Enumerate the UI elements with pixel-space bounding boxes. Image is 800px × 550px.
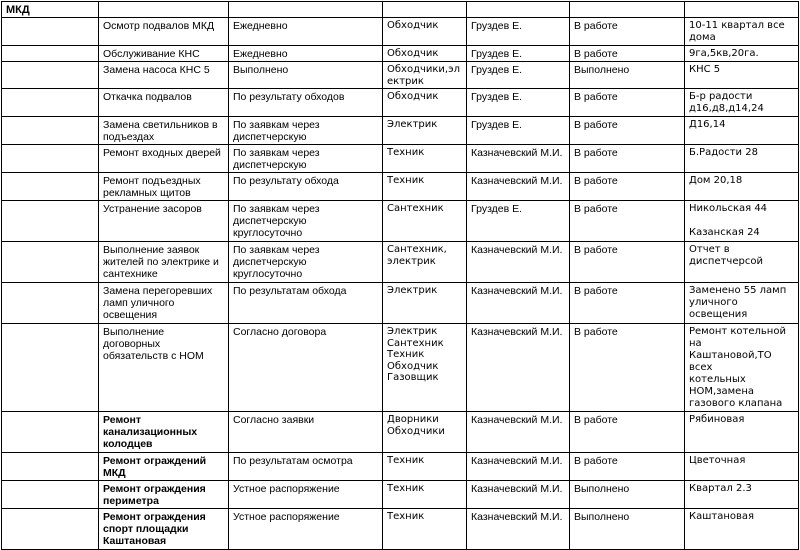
task-cell: Выполнение заявок жителей по электрике и сантехнике bbox=[99, 242, 229, 283]
role-cell: Электрик bbox=[383, 283, 467, 324]
person-cell: Казначевский М.И. bbox=[467, 453, 570, 481]
schedule-cell: Выполнено bbox=[229, 62, 383, 89]
status-cell: В работе bbox=[570, 173, 685, 201]
location-cell bbox=[685, 46, 799, 62]
empty-cell bbox=[2, 453, 99, 481]
empty-cell bbox=[2, 117, 99, 145]
person-cell: Груздев Е. bbox=[467, 62, 570, 89]
person-cell: Груздев Е. bbox=[467, 201, 570, 242]
location-line: Каштановая bbox=[689, 511, 755, 522]
location-cell bbox=[685, 283, 799, 324]
role-cell: Электрик bbox=[383, 117, 467, 145]
schedule-cell: Устное распоряжение bbox=[229, 481, 383, 509]
table-row bbox=[2, 117, 799, 145]
location-cell bbox=[685, 509, 799, 550]
table-row bbox=[2, 46, 799, 62]
table-row bbox=[2, 18, 799, 46]
work-table bbox=[1, 1, 799, 550]
task-cell: Замена перегоревших ламп уличного освещения bbox=[99, 283, 229, 324]
table-row bbox=[2, 324, 799, 412]
role-cell: Дворники Обходчики bbox=[383, 412, 467, 453]
person-cell: Казначевский М.И. bbox=[467, 324, 570, 412]
role-cell: Техник bbox=[383, 173, 467, 201]
location-line: Отчет в диспетчерсой bbox=[689, 244, 763, 267]
location-line: Б.Радости 28 bbox=[689, 147, 758, 158]
status-cell: Выполнено bbox=[570, 62, 685, 89]
empty-cell bbox=[383, 2, 467, 18]
location-cell bbox=[685, 242, 799, 283]
location-line: газового клапана bbox=[689, 398, 783, 409]
empty-cell bbox=[99, 2, 229, 18]
status-cell: В работе bbox=[570, 283, 685, 324]
location-line: Ремонт котельной на bbox=[689, 326, 790, 349]
empty-cell bbox=[685, 2, 799, 18]
table-row bbox=[2, 412, 799, 453]
person-cell: Казначевский М.И. bbox=[467, 509, 570, 550]
task-cell: Ремонт ограждений МКД bbox=[99, 453, 229, 481]
status-cell: Выполнено bbox=[570, 509, 685, 550]
role-cell: Техник bbox=[383, 509, 467, 550]
section-title: МКД bbox=[2, 2, 99, 18]
schedule-cell: По заявкам через диспетчерскую bbox=[229, 145, 383, 173]
role-cell: Сантехник bbox=[383, 201, 467, 242]
location-cell bbox=[685, 117, 799, 145]
role-cell: Техник bbox=[383, 145, 467, 173]
empty-cell bbox=[2, 283, 99, 324]
status-cell: В работе bbox=[570, 145, 685, 173]
location-cell bbox=[685, 481, 799, 509]
empty-cell bbox=[570, 2, 685, 18]
empty-cell bbox=[2, 62, 99, 89]
person-cell: Казначевский М.И. bbox=[467, 283, 570, 324]
empty-cell bbox=[2, 242, 99, 283]
location-cell bbox=[685, 89, 799, 117]
empty-cell bbox=[2, 89, 99, 117]
status-cell: В работе bbox=[570, 117, 685, 145]
task-cell: Ремонт ограждения периметра bbox=[99, 481, 229, 509]
location-line: уличного освещения bbox=[689, 297, 748, 320]
status-cell: В работе bbox=[570, 453, 685, 481]
person-cell: Казначевский М.И. bbox=[467, 481, 570, 509]
location-line: Никольская 44 bbox=[689, 203, 768, 214]
schedule-cell: Согласно заявки bbox=[229, 412, 383, 453]
task-cell: Устранение засоров bbox=[99, 201, 229, 242]
location-cell bbox=[685, 18, 799, 46]
location-cell bbox=[685, 453, 799, 481]
role-cell: Обходчик bbox=[383, 46, 467, 62]
task-cell: Ремонт канализационных колодцев bbox=[99, 412, 229, 453]
location-line: Казанская 24 bbox=[689, 227, 760, 238]
table-row bbox=[2, 509, 799, 550]
task-cell: Замена насоса КНС 5 bbox=[99, 62, 229, 89]
location-line: Д16,14 bbox=[689, 119, 726, 130]
person-cell: Груздев Е. bbox=[467, 18, 570, 46]
table-row bbox=[2, 62, 799, 89]
role-cell: Обходчики,электрик bbox=[383, 62, 467, 89]
schedule-cell: Ежедневно bbox=[229, 18, 383, 46]
table-row bbox=[2, 481, 799, 509]
empty-cell bbox=[2, 481, 99, 509]
table-row bbox=[2, 242, 799, 283]
role-cell: Техник bbox=[383, 481, 467, 509]
empty-cell bbox=[2, 145, 99, 173]
task-cell: Обслуживание КНС bbox=[99, 46, 229, 62]
task-cell: Откачка подвалов bbox=[99, 89, 229, 117]
schedule-cell: По заявкам через диспетчерскую круглосуточно bbox=[229, 201, 383, 242]
location-line: НОМ,замена bbox=[689, 386, 755, 397]
location-line: Б-р радости bbox=[689, 91, 753, 102]
role-cell: Техник bbox=[383, 453, 467, 481]
location-line: КНС 5 bbox=[689, 64, 721, 75]
schedule-cell: По заявкам через диспетчерскую bbox=[229, 117, 383, 145]
location-cell bbox=[685, 324, 799, 412]
status-cell: В работе bbox=[570, 46, 685, 62]
status-cell: В работе bbox=[570, 412, 685, 453]
role-cell: Обходчик bbox=[383, 89, 467, 117]
location-cell bbox=[685, 201, 799, 242]
task-cell: Осмотр подвалов МКД bbox=[99, 18, 229, 46]
location-line: Дом 20,18 bbox=[689, 175, 743, 186]
table-row bbox=[2, 201, 799, 242]
location-cell bbox=[685, 412, 799, 453]
task-cell: Выполнение договорных обязательств с НОМ bbox=[99, 324, 229, 412]
table-row bbox=[2, 173, 799, 201]
schedule-cell: По результату обхода bbox=[229, 173, 383, 201]
schedule-cell: По результатам обхода bbox=[229, 283, 383, 324]
schedule-cell: По результату обходов bbox=[229, 89, 383, 117]
task-cell: Ремонт входных дверей bbox=[99, 145, 229, 173]
role-cell: Сантехник, электрик bbox=[383, 242, 467, 283]
location-line: 10-11 квартал все bbox=[689, 20, 785, 31]
status-cell: В работе bbox=[570, 324, 685, 412]
empty-cell bbox=[2, 46, 99, 62]
location-line: Заменено 55 ламп bbox=[689, 285, 787, 296]
location-gap bbox=[689, 215, 794, 227]
location-line: д16,д8,д14,24 bbox=[689, 103, 764, 114]
location-cell bbox=[685, 145, 799, 173]
table-row bbox=[2, 89, 799, 117]
empty-cell bbox=[229, 2, 383, 18]
table-row bbox=[2, 145, 799, 173]
empty-cell bbox=[2, 18, 99, 46]
empty-cell bbox=[2, 324, 99, 412]
person-cell: Казначевский М.И. bbox=[467, 145, 570, 173]
schedule-cell: Устное распоряжение bbox=[229, 509, 383, 550]
status-cell: В работе bbox=[570, 89, 685, 117]
empty-cell bbox=[2, 412, 99, 453]
location-line: котельных bbox=[689, 374, 746, 385]
section-header-row bbox=[2, 2, 799, 18]
status-cell: В работе bbox=[570, 18, 685, 46]
person-cell: Казначевский М.И. bbox=[467, 173, 570, 201]
schedule-cell: По результатам осмотра bbox=[229, 453, 383, 481]
empty-cell bbox=[467, 2, 570, 18]
location-cell bbox=[685, 62, 799, 89]
status-cell: В работе bbox=[570, 242, 685, 283]
role-cell: Электрик Сантехник Техник Обходчик Газовщик bbox=[383, 324, 467, 412]
status-cell: Выполнено bbox=[570, 481, 685, 509]
schedule-cell: Ежедневно bbox=[229, 46, 383, 62]
person-cell: Груздев Е. bbox=[467, 46, 570, 62]
empty-cell bbox=[2, 173, 99, 201]
schedule-cell: По заявкам через диспетчерскую круглосуточно bbox=[229, 242, 383, 283]
location-line: Цветочная bbox=[689, 455, 746, 466]
table-row bbox=[2, 283, 799, 324]
task-cell: Замена светильников в подъездах bbox=[99, 117, 229, 145]
location-line: Рябиновая bbox=[689, 414, 745, 425]
task-cell: Ремонт ограждения спорт площадки Каштановая bbox=[99, 509, 229, 550]
schedule-cell: Согласно договора bbox=[229, 324, 383, 412]
role-cell: Обходчик bbox=[383, 18, 467, 46]
location-line: дома bbox=[689, 32, 716, 43]
person-cell: Груздев Е. bbox=[467, 117, 570, 145]
person-cell: Казначевский М.И. bbox=[467, 242, 570, 283]
task-cell: Ремонт подъездных рекламных щитов bbox=[99, 173, 229, 201]
location-line: 9га,5кв,20га. bbox=[689, 48, 759, 59]
empty-cell bbox=[2, 201, 99, 242]
person-cell: Казначевский М.И. bbox=[467, 412, 570, 453]
location-line: Квартал 2.3 bbox=[689, 483, 752, 494]
location-line: Каштановой,ТО всех bbox=[689, 350, 775, 373]
location-cell bbox=[685, 173, 799, 201]
status-cell: В работе bbox=[570, 201, 685, 242]
table-row bbox=[2, 453, 799, 481]
person-cell: Груздев Е. bbox=[467, 89, 570, 117]
empty-cell bbox=[2, 509, 99, 550]
